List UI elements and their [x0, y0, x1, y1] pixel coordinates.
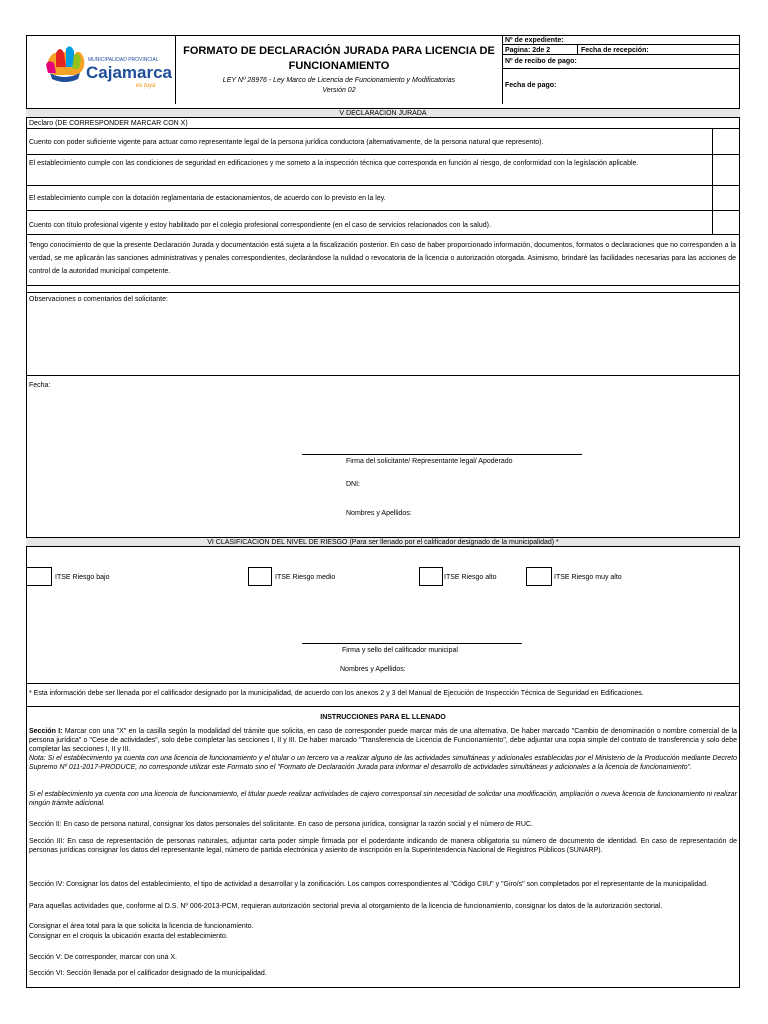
- calificador-nombres-label: Nombres y Apellidos:: [340, 666, 406, 673]
- instructions-s1-extra: Si el establecimiento ya cuenta con una licencia de funcionamiento, el titular puede realizar actividades de cajero corresponsal sin necesidad de solicitar una modificación, ampliación o nueva licencia de funcionamiento ni realizar ningún trámite adicional.: [29, 791, 737, 807]
- calificador-signature-label: Firma y sello del calificador municipal: [342, 647, 458, 654]
- declaration-checkbox[interactable]: [712, 155, 740, 186]
- s3-text: En caso de representación de personas naturales, adjuntar carta poder simple firmada por el poderdante indicando de manera obligatoria su número de documento de identidad. En caso de representación de personas jurídicas consignar los datos del representante legal, número de partida electrónica y asiento de inscripción en la Superintendencia Nacional de Registros Públicos (SUNARP).: [29, 838, 737, 854]
- riesgo-alto-checkbox[interactable]: [419, 567, 443, 586]
- instructions-s1: [29, 727, 737, 754]
- instructions-s4-line2: Para aquellas actividades que, conforme al D.S. Nº 006-2013-PCM, requieran autorización sectorial previa al otorgamiento de la licencia de funcionamiento, consignar los datos de la autorización sectorial.: [29, 903, 663, 910]
- riesgo-option-label: ITSE Riesgo medio: [275, 574, 336, 581]
- dni-label: DNI:: [346, 481, 360, 488]
- s6-label: Sección VI:: [29, 970, 65, 977]
- declaration-item-text: Cuento con título profesional vigente y estoy habilitado por el colegio profesional correspondiente (en el caso de servicios relacionados con la salud).: [29, 222, 491, 229]
- s4-text: Consignar los datos del establecimiento, el tipo de actividad a desarrollar y la zonificación. Los campos correspondientes al "Código CIIU" y "Giro/s" son completados por el representante de la municipalidad.: [64, 881, 708, 888]
- declaration-checkbox[interactable]: [712, 186, 740, 211]
- version-label: Versión 02: [322, 87, 356, 94]
- law-reference: LEY Nº 28976 - Ley Marco de Licencia de Funcionamiento y Modificatorias: [222, 77, 456, 84]
- s1-nota-text: Si el establecimiento ya cuenta con una licencia de funcionamiento y el titular o un tercero va a realizar alguno de las actividades simultáneas y adicionales establecidas por el Ministerio de la Producción mediante Decreto Supremo Nº 011-2017-PRODUCE, no corresponde utilizar este Formato sino el "Formato de Declaración Jurada para informar el desarrollo de actividades simultáneas y adicionales a la licencia de funcionamiento".: [29, 755, 737, 771]
- instructions-s4: [29, 880, 737, 889]
- s5-label: Sección V:: [29, 954, 63, 961]
- riesgo-muy-alto-checkbox[interactable]: [526, 567, 552, 586]
- recibo-label: Nº de recibo de pago:: [505, 58, 577, 65]
- nombres-label: Nombres y Apellidos:: [346, 510, 412, 517]
- instructions-title: INSTRUCCIONES PARA EL LLENADO: [320, 714, 446, 721]
- declaration-item-text: Cuento con poder suficiente vigente para actuar como representante legal de la persona jurídica conductora (alternativamente, de la persona natural que represento).: [29, 139, 544, 146]
- logo-cell: [26, 35, 176, 104]
- hands-emblem-icon: [46, 46, 84, 82]
- s5-text: De corresponder, marcar con una X.: [62, 954, 177, 961]
- instructions-s6: [29, 969, 737, 978]
- spacer-row: [26, 286, 740, 293]
- pagina-label: Pagina: 2de 2: [505, 47, 551, 54]
- observaciones-label: Observaciones o comentarios del solicitante:: [29, 296, 168, 303]
- declaro-label: Declaro (DE CORRESPONDER MARCAR CON X): [29, 120, 188, 127]
- instructions-s5: [29, 953, 737, 962]
- section5-title: V DECLARACIÓN JURADA: [339, 110, 427, 117]
- fecha-pago-label: Fecha de pago:: [505, 82, 557, 89]
- declaration-item-text: El establecimiento cumple con la dotación reglamentaria de estacionamientos, de acuerdo con lo previsto en la ley.: [29, 195, 386, 202]
- riesgo-option-label: ITSE Riesgo bajo: [55, 574, 110, 581]
- declaration-item-text: El establecimiento cumple con las condiciones de seguridad en edificaciones y me someto a la inspección técnica que corresponda en función al riesgo, de conformidad con la legislación aplicable.: [29, 160, 639, 167]
- instructions-s3: [29, 837, 737, 855]
- declaration-checkbox[interactable]: [712, 211, 740, 235]
- instructions-s4-line4: Consignar en el croquis la ubicación exacta del establecimiento.: [29, 933, 228, 940]
- instructions-s4-line3: Consignar el área total para la que solicita la licencia de funcionamiento.: [29, 923, 254, 930]
- s1-text: Marcar con una "X" en la casilla según la modalidad del trámite que solicita, en caso de corresponder puede marcar más de una alternativa. De haber marcado "Cambio de denominación o nombre comercial de la persona jurídica" o "Cese de actividades", solo debe completar las secciones I, II y III. De haber marcado "Transferencia de Licencia de Funcionamiento", debe adjuntar una copia simple del contrato de transferencia y solo debe completar las secciones I, II y III.: [29, 728, 737, 753]
- declaration-form: [26, 35, 740, 988]
- section6-title: VI CLASIFICACIÓN DEL NIVEL DE RIESGO (Para ser llenado por el calificador designado de la municipalidad) *: [207, 539, 559, 546]
- form-title-line1: FORMATO DE DECLARACIÓN JURADA PARA LICENCIA DE: [183, 45, 495, 57]
- logo-small-text: MUNICIPALIDAD PROVINCIAL: [88, 57, 159, 63]
- logo-big-text: Cajamarca: [86, 63, 173, 82]
- applicant-signature-line[interactable]: [302, 454, 582, 455]
- recepcion-label: Fecha de recepción:: [581, 47, 649, 54]
- fecha-label: Fecha:: [29, 382, 51, 389]
- declaration-checkbox[interactable]: [712, 129, 740, 155]
- expediente-label: Nº de expediente:: [505, 37, 564, 44]
- s2-label: Sección II:: [29, 821, 62, 828]
- conocimiento-text: Tengo conocimiento de que la presente Declaración Jurada y documentación está sujeta a la fiscalización posterior. En caso de haber proporcionado información, documentos, formatos o declaraciones que no corresponden a la verdad, se me aplicarán las sanciones administrativas y penales correspondientes, declarándose la nulidad o revocatoria de la licencia o autorización otorgada. Asimismo, brindaré las facilidades necesarias para las acciones de control de la autoridad municipal competente.: [29, 242, 736, 275]
- s6-text: Sección llenada por el calificador designado de la municipalidad.: [64, 970, 267, 977]
- s3-label: Sección III:: [29, 838, 65, 845]
- s1-nota-label: Nota:: [29, 755, 46, 762]
- riesgo-option-label: ITSE Riesgo muy alto: [554, 574, 622, 581]
- logo-sub-text: es tuya: [136, 83, 156, 89]
- section6-note: * Esta información debe ser llenada por el calificador designado por la municipalidad, de acuerdo con los anexos 2 y 3 del Manual de Ejecución de Inspección Técnica de Seguridad en Edificaciones.: [29, 690, 644, 697]
- calificador-signature-line[interactable]: [302, 643, 522, 644]
- form-title-line2: FUNCIONAMIENTO: [288, 60, 390, 72]
- observaciones-box[interactable]: [26, 293, 740, 376]
- riesgo-medio-checkbox[interactable]: [248, 567, 272, 586]
- instructions-s1-nota: [29, 754, 737, 772]
- instructions-s2: [29, 820, 737, 829]
- municipality-logo: [26, 35, 176, 104]
- s2-text: En caso de persona natural, consignar los datos personales del solicitante. En caso de persona jurídica, consignar la razón social y el número de RUC.: [61, 821, 533, 828]
- riesgo-option-label: ITSE Riesgo alto: [444, 574, 497, 581]
- applicant-signature-label: Firma del solicitante/ Representante legal/ Apoderado: [346, 458, 513, 465]
- s4-label: Sección IV:: [29, 881, 65, 888]
- riesgo-bajo-checkbox[interactable]: [26, 567, 52, 586]
- s1-label: Sección I:: [29, 728, 63, 735]
